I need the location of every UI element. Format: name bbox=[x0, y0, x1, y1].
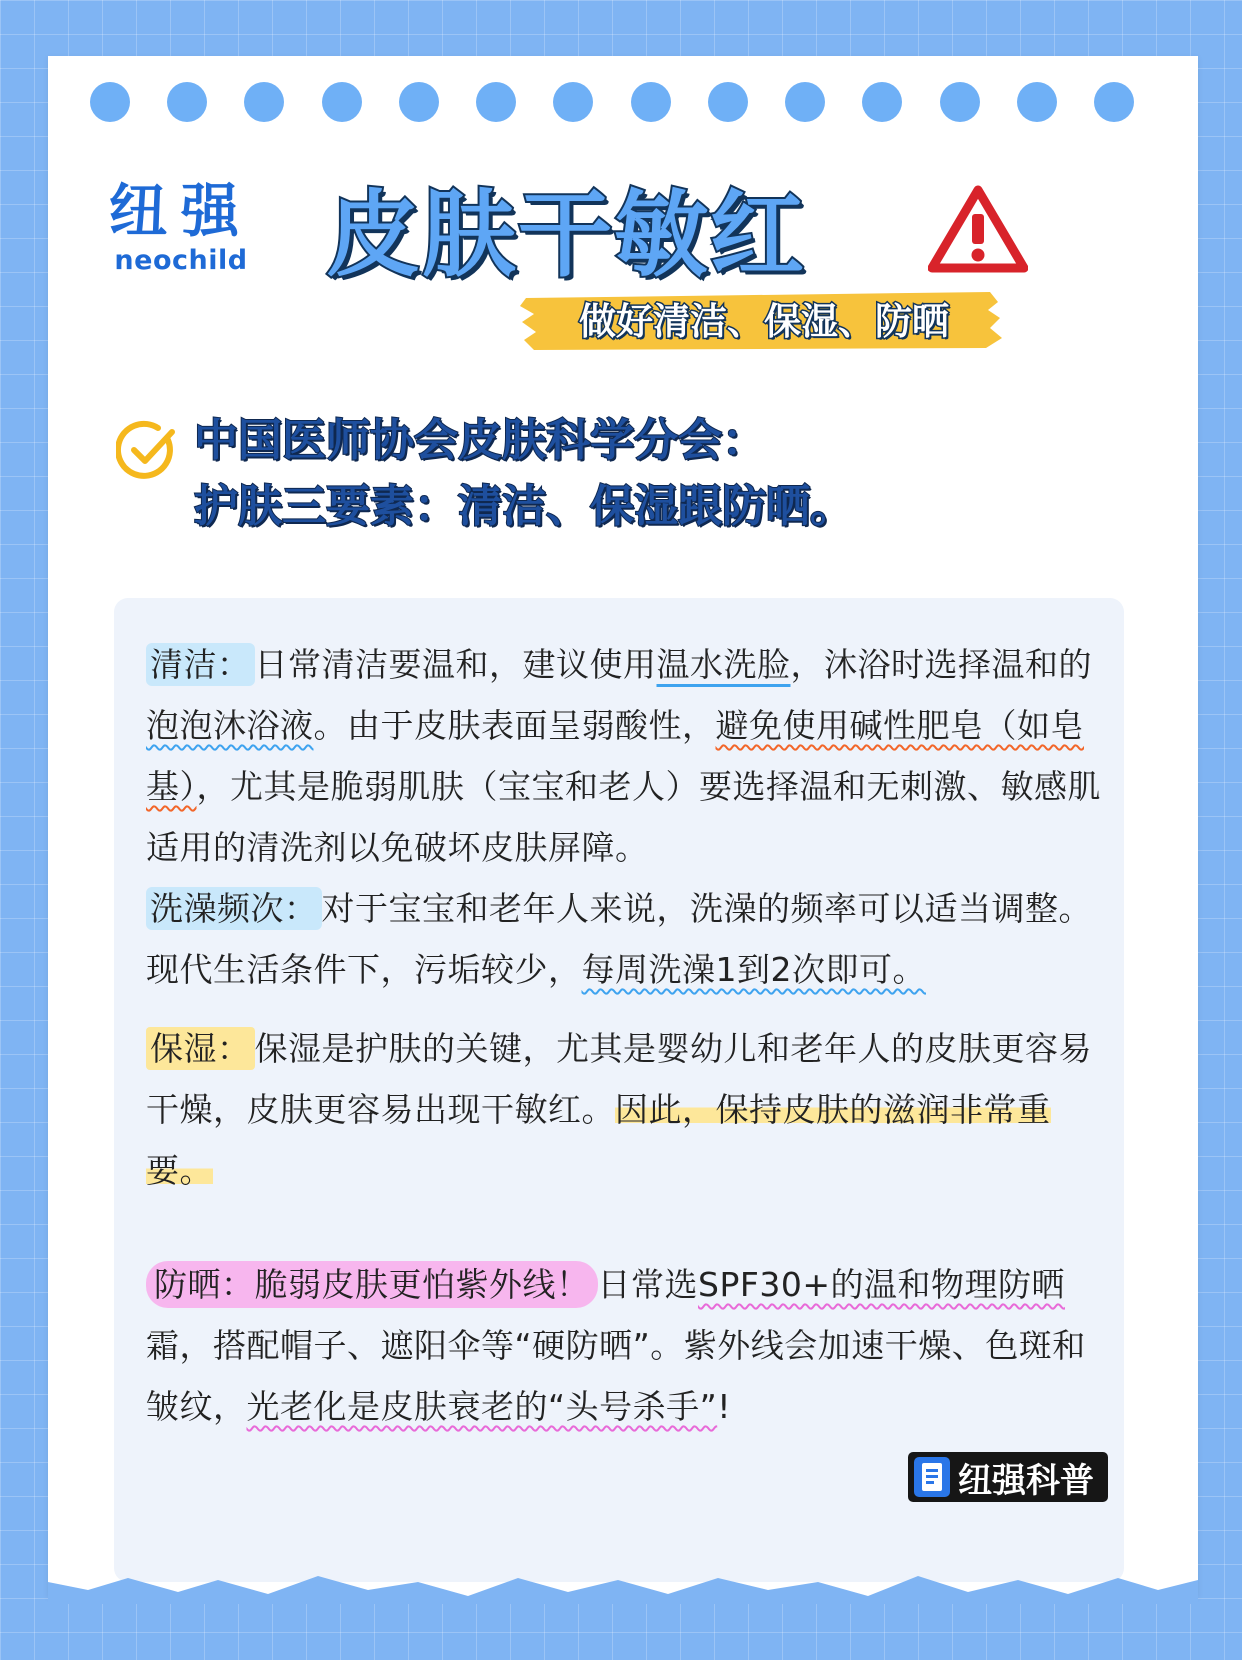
binder-hole bbox=[399, 82, 439, 122]
page-title: 皮肤干敏红 bbox=[326, 181, 807, 290]
wavy-underlined-text: 光老化是皮肤衰老的“头号杀手” bbox=[246, 1387, 718, 1426]
text: 对于宝宝和老年人来说，洗澡的频率可以适当调整。现代生活条件下，污垢较少， bbox=[146, 889, 1092, 989]
binder-hole bbox=[90, 82, 130, 122]
binder-hole bbox=[244, 82, 284, 122]
torn-paper-edge bbox=[48, 1564, 1198, 1604]
label-sun-protection: 防晒：脆弱皮肤更怕紫外线！ bbox=[146, 1261, 598, 1308]
binder-hole bbox=[708, 82, 748, 122]
logo-english-text: neochild bbox=[114, 245, 248, 276]
binder-hole bbox=[1094, 82, 1134, 122]
underlined-text: 温水洗脸 bbox=[656, 645, 791, 684]
text: 霜，搭配帽子、遮阳伞等“硬防晒”。紫外线会加速干燥、色斑和皱纹， bbox=[146, 1326, 1086, 1426]
binder-hole bbox=[322, 82, 362, 122]
label-cleansing: 清洁： bbox=[146, 643, 255, 686]
section-heading bbox=[194, 408, 1054, 540]
science-badge bbox=[908, 1452, 1108, 1502]
logo-chinese-text: 纽强 bbox=[108, 177, 253, 245]
label-bath-frequency: 洗澡频次： bbox=[146, 887, 322, 930]
highlighted-text: 因此，保持皮肤的滋润非常重要。 bbox=[146, 1090, 1051, 1190]
brand-logo bbox=[106, 178, 256, 278]
binder-hole bbox=[631, 82, 671, 122]
paper-card bbox=[48, 56, 1198, 1596]
text: 日常清洁要温和，建议使用 bbox=[254, 645, 657, 684]
text: 日常选 bbox=[597, 1265, 698, 1304]
text: 。由于皮肤表面呈弱酸性， bbox=[313, 706, 716, 745]
check-circle-icon bbox=[116, 420, 178, 482]
binder-hole bbox=[167, 82, 207, 122]
binder-hole bbox=[1017, 82, 1057, 122]
wavy-underlined-text: 避免使用碱性肥皂（如皂基） bbox=[146, 706, 1084, 806]
content-panel bbox=[114, 598, 1124, 1582]
text: ，尤其是脆弱肌肤（宝宝和老人）要选择温和无刺激、敏感肌适用的清洗剂以免破坏皮肤屏障。 bbox=[146, 767, 1101, 867]
text: ! bbox=[717, 1387, 731, 1426]
paragraph-cleansing bbox=[146, 634, 1106, 1000]
binder-hole bbox=[862, 82, 902, 122]
heading-line-1: 中国医师协会皮肤科学分会： bbox=[194, 415, 766, 466]
badge-label: 纽强科普 bbox=[958, 1460, 1094, 1501]
binder-hole bbox=[940, 82, 980, 122]
text: 保湿是护肤的关键，尤其是婴幼儿和老年人的皮肤更容易干燥，皮肤更容易出现干敏红。 bbox=[146, 1029, 1092, 1129]
binder-holes bbox=[90, 82, 1170, 126]
paragraph-sun-protection bbox=[146, 1254, 1106, 1437]
wavy-underlined-text: 泡泡沐浴液 bbox=[146, 706, 314, 745]
page-subtitle: 做好清洁、保湿、防晒 bbox=[579, 300, 949, 343]
binder-hole bbox=[785, 82, 825, 122]
document-icon bbox=[914, 1457, 950, 1497]
binder-hole bbox=[553, 82, 593, 122]
warning-icon bbox=[928, 184, 1028, 274]
wavy-underlined-text: SPF30+的温和物理防晒 bbox=[698, 1265, 1065, 1304]
binder-hole bbox=[476, 82, 516, 122]
label-moisturizing: 保湿： bbox=[146, 1027, 255, 1070]
paragraph-moisturizing bbox=[146, 1018, 1106, 1201]
text: ，沐浴时选择温和的 bbox=[790, 645, 1092, 684]
heading-line-2: 护肤三要素：清洁、保湿跟防晒。 bbox=[194, 481, 854, 532]
wavy-underlined-text: 每周洗澡1到2次即可。 bbox=[581, 950, 926, 989]
